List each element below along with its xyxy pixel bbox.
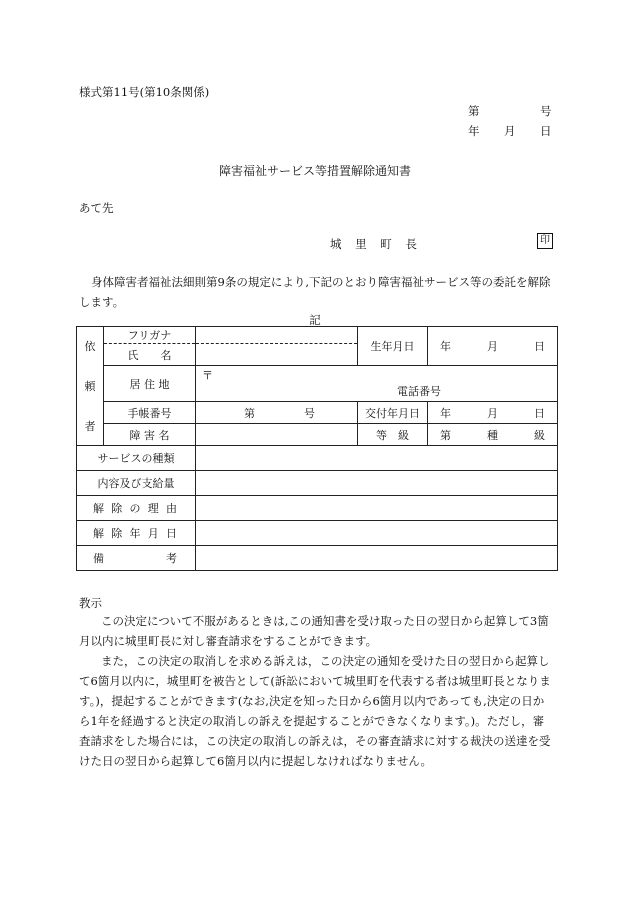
- grade-type: 種: [487, 428, 498, 442]
- issue-date-value: [428, 402, 558, 424]
- issue-year: 年: [440, 406, 451, 420]
- handbook-number-value: [196, 402, 358, 424]
- date-day: 日: [540, 124, 552, 138]
- birth-year: 年: [440, 340, 451, 353]
- birth-month: 月: [487, 340, 498, 353]
- grade-level: 級: [534, 428, 545, 442]
- reason-char: 由: [166, 502, 177, 515]
- name-value: [196, 344, 358, 366]
- issue-date-label: 交付年月日: [358, 402, 428, 424]
- remarks-char: 備: [93, 552, 104, 565]
- requester-group-label: [77, 327, 104, 446]
- remarks-char: 考: [166, 552, 177, 565]
- release-date-value: [196, 521, 558, 546]
- birth-date-label: 生年月日: [358, 327, 428, 366]
- date-month: 月: [504, 124, 516, 138]
- form-id: 様式第11号(第10条関係): [79, 85, 210, 99]
- grade-prefix: 第: [440, 428, 451, 442]
- address-label: 居 住 地: [104, 366, 196, 402]
- requester-char: 依: [84, 340, 96, 353]
- doc-number-suffix: 号: [540, 104, 552, 118]
- release-date-char: 月: [147, 527, 159, 540]
- release-date-char: 解: [93, 527, 104, 540]
- release-date-char: 年: [129, 527, 141, 540]
- release-date-char: 除: [111, 527, 123, 540]
- release-date-label: [77, 521, 196, 546]
- release-date-char: 日: [166, 527, 177, 540]
- disability-label: 障 害 名: [104, 424, 196, 446]
- document-title: 障害福祉サービス等措置解除通知書: [218, 164, 411, 178]
- requester-char: 者: [84, 420, 96, 433]
- furigana-value: [196, 327, 358, 344]
- reason-char: 除: [111, 502, 123, 515]
- seal-stamp: 印: [537, 233, 553, 249]
- birth-day: 日: [534, 340, 545, 353]
- disability-value: [196, 424, 358, 446]
- addressee-label: あて先: [79, 201, 114, 215]
- reason-char: 理: [147, 502, 159, 515]
- handbook-number-label: 手帳番号: [104, 402, 196, 424]
- content-amount-label: 内容及び支給量: [77, 471, 196, 496]
- reason-label: [77, 496, 196, 521]
- notice-paragraph-2: また，この決定の取消しを求める訴えは，この決定の通知を受けた日の翌日から起算して6箇月以内に，城里町を被告として(訴訟において城里町を代表する者は城里町長となります。)，提起することができます(なお,決定を知った日から6箇月以内であっても,決定の日から1年を経過すると決定の取消しの訴えを提起することができなくなります。)。ただし，審査請求をした場合には，この決定の取消しの訴えは，その審査請求に対する裁決の送達を受けた日の翌日から起算して6箇月以内に提起しなければなりません。: [79, 654, 551, 768]
- content-amount-value: [196, 471, 558, 496]
- grade-value: [428, 424, 558, 446]
- notice-paragraph-1: この決定について不服があるときは,この通知書を受け取った日の翌日から起算して3箇月以内に城里町長に対し審査請求をすることができます。: [79, 614, 549, 648]
- reason-char: の: [129, 502, 141, 515]
- handbook-prefix: 第: [244, 406, 255, 420]
- issue-day: 日: [534, 406, 545, 420]
- grade-label: 等 級: [358, 424, 428, 446]
- date-year: 年: [468, 124, 480, 138]
- furigana-label: フリガナ: [104, 327, 196, 344]
- postal-mark: 〒: [202, 369, 213, 382]
- details-table: [76, 326, 558, 571]
- body-paragraph: 身体障害者福祉法細則第9条の規定により,下記のとおり障害福祉サービス等の委託を解除します。: [79, 275, 551, 309]
- notice-heading: 教示: [79, 596, 102, 610]
- service-type-label: サービスの種類: [77, 446, 196, 471]
- birth-date-value: [428, 327, 558, 366]
- service-type-value: [196, 446, 558, 471]
- remarks-label: [77, 546, 196, 571]
- remarks-value: [196, 546, 558, 571]
- address-value: [196, 366, 558, 402]
- reason-char: 解: [93, 502, 104, 515]
- name-label: 氏 名: [104, 344, 196, 366]
- handbook-suffix: 号: [304, 406, 315, 420]
- reason-value: [196, 496, 558, 521]
- phone-label: 電話番号: [397, 385, 441, 398]
- issue-month: 月: [487, 406, 498, 420]
- sender-name: 城 里 町 長: [330, 237, 422, 251]
- doc-number-prefix: 第: [468, 104, 480, 118]
- requester-char: 頼: [84, 380, 96, 393]
- ki-heading: 記: [309, 313, 321, 327]
